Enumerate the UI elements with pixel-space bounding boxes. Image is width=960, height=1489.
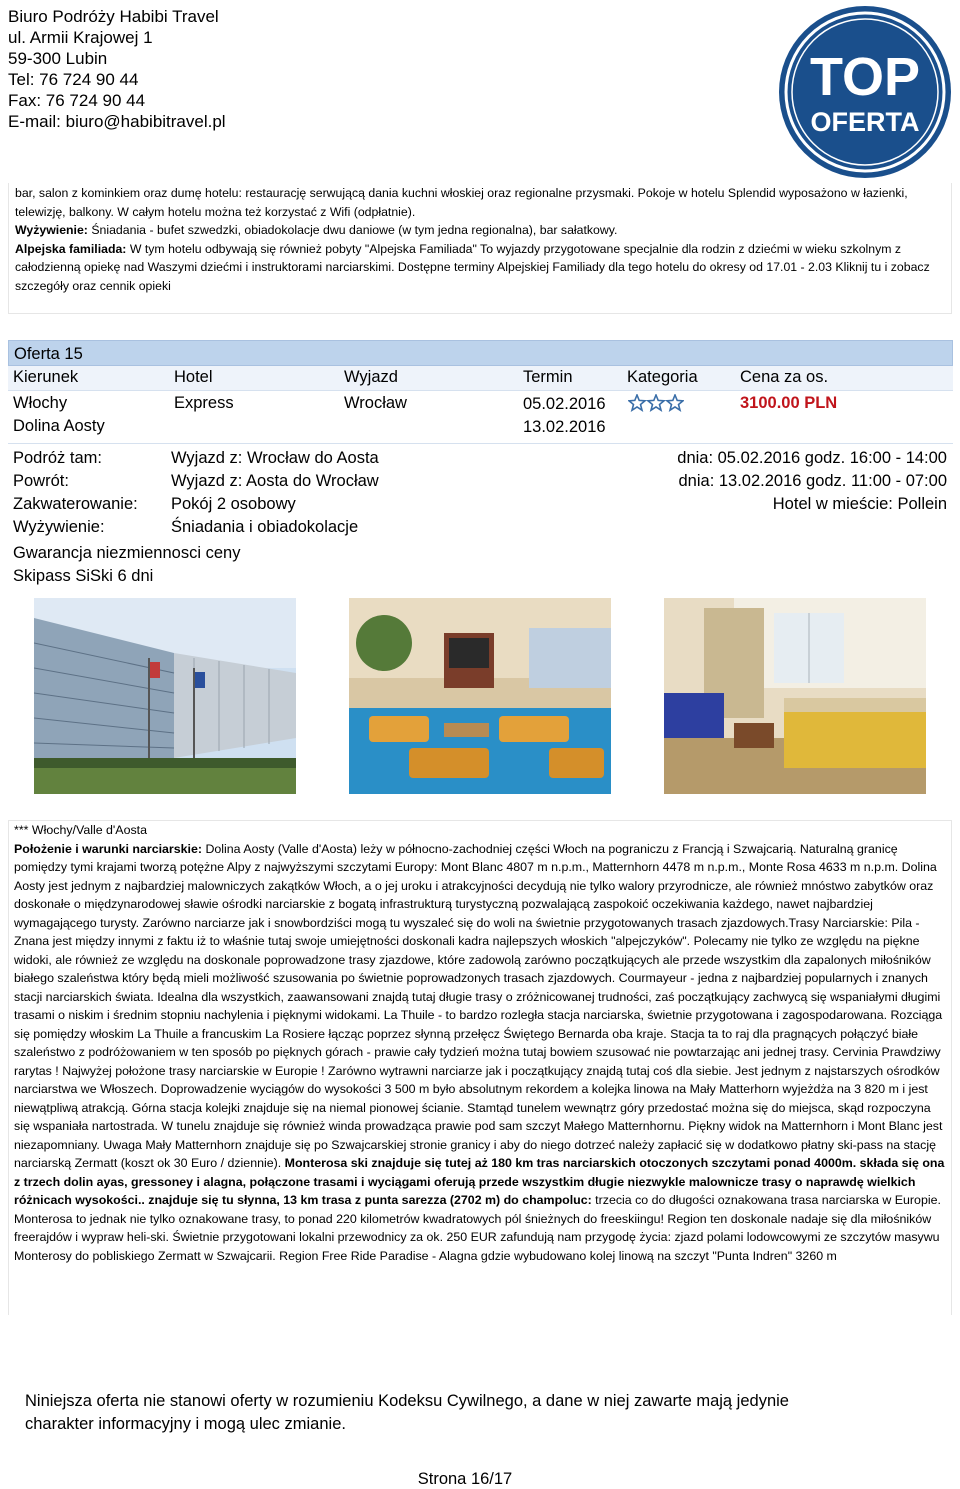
trip-there: Wyjazd z: Wrocław do Aosta — [171, 449, 379, 467]
star-icon — [667, 395, 683, 410]
col-departure: Wyjazd — [344, 368, 398, 386]
intro-family-text[interactable]: W tym hotelu odbywają się również pobyty "Alpejska Familiada" To wyjazdy przygotowane specjalnie dla rodzin z dziećmi w wieku szkolnym z całodzienną opiekę nad Waszymi dziećmi i instruktorami narciarskimi. Dostępne terminy Alpejskiej Familiady dla tego hotelu do okresy od 17.01 - 2.03 Kliknij tu i zobacz szczegóły oraz cennik opieki — [15, 241, 930, 293]
agency-fax: Fax: 76 724 90 44 — [8, 91, 146, 110]
star-icon — [648, 395, 664, 410]
intro-board — [15, 221, 945, 240]
intro-family — [15, 240, 945, 296]
hotel-photos — [0, 598, 960, 798]
offer-value-row — [8, 391, 953, 444]
description-heading: *** Włochy/Valle d'Aosta — [14, 823, 147, 837]
intro-board-label: Wyżywienie: — [15, 223, 88, 238]
board: Śniadania i obiadokolacje — [171, 518, 359, 536]
offer-header-row — [8, 366, 953, 391]
intro-board-text: Śniadania - bufet szwedzki, obiadokolacje dwu daniowe (w tym jedna regionalna), bar sałatkowy. — [87, 223, 618, 238]
offer-details — [8, 444, 953, 584]
price-guarantee: Gwarancja niezmiennosci ceny — [13, 544, 241, 562]
board-label: Wyżywienie: — [13, 518, 105, 536]
value-hotel: Express — [174, 394, 234, 412]
region-description — [8, 820, 952, 1315]
skipass: Skipass SiSki 6 dni — [13, 567, 154, 585]
value-departure: Wrocław — [344, 394, 407, 412]
hotel-exterior-photo — [34, 598, 296, 794]
accommodation: Pokój 2 osobowy — [171, 495, 296, 513]
hotel-location: Hotel w mieście: Pollein — [772, 495, 947, 513]
category-stars — [628, 394, 684, 412]
description-text-2: trzecia co do długości oznakowana trasa narciarska w Europie. Monterosa to jednak nie tylko oznakowane trasy, to ponad 220 kilometrów kwadratowych pól śnieżnych do freeskiingu! Region ten doskonale nadaje się dla miłośników freerajdów i wypraw heli-ski. Świetnie przygotowani lokalni przewodnicy za ok. 250 EUR zafundują nam przygodę życia: zjazd polami lodowcowymi ze szczytów masywu Monterosy do pobliskiego Zermatt w Szwajcarii. Region Free Ride Paradise - Alagna gdzie wybudowano kolej linową na szczyt "Punta Indren" 3260 m — [14, 1193, 941, 1263]
agency-tel: Tel: 76 724 90 44 — [8, 70, 139, 89]
value-date-to: 13.02.2016 — [523, 418, 606, 436]
col-category: Kategoria — [627, 368, 698, 386]
col-term: Termin — [523, 368, 573, 386]
description-body — [14, 840, 946, 1266]
value-region: Dolina Aosty — [13, 417, 105, 435]
offer-table — [8, 340, 953, 584]
top-oferta-badge — [776, 3, 954, 181]
description-text-1: Dolina Aosty (Valle d'Aosta) leży w północno-zachodniej części Włoch na pograniczu z Francją i Szwajcarią. Naturalną granicę pomiędzy tymi krajami tworzą potężne Alpy z najwyższymi szczytami Europy: Mont Blanc 4807 m n.p.m., Matternhorn 4478 m n.p.m., Monte Rosa 4633 m n.p.m. Dolina Aosty jest jednym z najbardziej malowniczych zakątków Włoch, a o jej uroku i atrakcyjności decydują nie tylko walory przyrodnicze, ale również mnóstwo zabytków oraz doskonałe o międzynarodowej sławie ośrodki narciarskie z bogatą infrastrukturą turystyczną pozwalającą zaspokoić oczekiwania każdego, nawet najbardziej wymagającego turysty. Zarówno narciarze jak i snowbordziści mogą tu wyszaleć się do woli na świetnie przygotowanych trasach zjazdowych.Trasy Narciarskie: Pila - Znana jest między innymi z faktu iż to właśnie tutaj swoje umiejętności doskonali kadra najlepszych włoskich "alpejczyków". Polecamy nie tylko ze względu na piękne widoki, ale również ze względu na doskonale poprowadzone trasy zjazdowe, które zadowolą zarówno początkujących ale przede wszystkim dla zapalonych miłośników białego szaleństwa który będą mieli możliwość szusowania po świetnie poprowadzonych trasach zjazdowych. Courmayeur - jedna z najbardziej popularnych i znanych stacji narciarskich świata. Idealna dla wszystkich, zaawansowani znajdą tutaj długie trasy o zróżnicowanej trudności, zaś początkujący zachwycą się wspaniałymi długimi trasami o niskim i średnim stopniu nachylenia i pięknymi widokami. La Thuile - to bardzo rozległa stacja narciarska, świetnie przygotowana i zagospodarowana. Rozciąga się pomiędzy włoskim La Thuile a francuskim La Rosiere łącząc poprzez słynną przełęcz Świętego Bernarda oba kraje. Stacja ta to raj dla pragnących połączyć białe szaleństwo z podróżowaniem w ten sposób po pięknych górach - prawie cały tydzień można tutaj bowiem szusować nie powtarzając ani jednej trasy. Cervinia Prawdziwy rarytas ! Najwyżej położone trasy narciarskie w Europie ! Zarówno wytrawni narciarze jak i początkujący znajdą tutaj coś dla siebie. Jest jednym z najstarszych ośrodków narciarstwa we Włoszech. Doprowadzenie wyciągów do wysokości 3 500 m było absolutnym rekordem a kolejka linowa na Mały Matterhorn wyjeżdża na 3 820 m i jest niewątpliwą atrakcją. Górna stacja kolejki znajduje się na niemal pionowej ścianie. Stamtąd tunelem wewnątrz góry przedostać można się do miejsca, skąd rozpoczyna się wspaniała nartostrada. W tunelu znajduje się również winda prowadząca prawie pod sam szczyt Małego Matternhornu. Piękny widok na Matternhorn i Mont Blanc jest niezapomniany. Uwaga Mały Matternhorn znajduje się po Szwajcarskiej stronie granicy i aby do niego dotrzeć należy zapłacić się w dodatkowo płatny ski-pass na stację narciarską Zermatt (koszt ok 30 Euro / dziennie). — [14, 841, 943, 1170]
badge-top: TOP — [809, 47, 921, 107]
col-price: Cena za os. — [740, 368, 829, 386]
return-label: Powrót: — [13, 472, 69, 490]
value-country: Włochy — [13, 394, 68, 412]
intro-paragraph: bar, salon z kominkiem oraz dumę hotelu: restaurację serwującą dania kuchni włoskiej oraz regionalne przysmaki. Pokoje w hotelu Splendid wyposażono w łazienki, telewizję, balkony. W całym hotelu można też korzystać z Wifi (odpłatnie). — [15, 186, 908, 219]
badge-oferta: OFERTA — [810, 107, 920, 137]
agency-city: 59-300 Lubin — [8, 49, 108, 68]
trip-there-date: dnia: 05.02.2016 godz. 16:00 - 14:00 — [677, 449, 947, 467]
legal-disclaimer: Niniejsza oferta nie stanowi oferty w rozumieniu Kodeksu Cywilnego, a dane w niej zawarte mają jedynie charakter informacyjny i mogą ulec zmianie. — [25, 1392, 789, 1433]
page-number: Strona 16/17 — [417, 1470, 513, 1488]
hotel-lobby-photo — [349, 598, 611, 794]
hotel-intro — [8, 183, 952, 314]
return-date: dnia: 13.02.2016 godz. 11:00 - 07:00 — [678, 472, 947, 490]
agency-contact — [8, 6, 226, 132]
value-date-from: 05.02.2016 — [523, 395, 606, 413]
offer-title: Oferta 15 — [8, 340, 953, 366]
intro-family-label: Alpejska familiada: — [15, 241, 127, 256]
value-price: 3100.00 PLN — [740, 394, 838, 412]
return-trip: Wyjazd z: Aosta do Wrocław — [171, 472, 379, 490]
accommodation-label: Zakwaterowanie: — [13, 495, 138, 513]
description-monterosa: Monterosa ski znajduje się tutej aż 180 km tras narciarskich otoczonych szczytami ponad 4000m. składa się ona z trzech dolin ayas, gressoney i alagna, połączone trasami i wyciągami oferują przede wszystkim długie niezwykle malownicze trasy o naprawdę wielkich różnicach wysokości.. znajduje się tu słynna, 13 km trasa z punta sarezza (2702 m) do champoluc: — [14, 1156, 945, 1207]
description-position-label: Położenie i warunki narciarskie: — [14, 841, 202, 856]
agency-name: Biuro Podróży Habibi Travel — [8, 7, 219, 26]
trip-there-label: Podróż tam: — [13, 449, 102, 467]
agency-street: ul. Armii Krajowej 1 — [8, 28, 153, 47]
col-direction: Kierunek — [13, 368, 79, 386]
agency-email: E-mail: biuro@habibitravel.pl — [8, 112, 226, 131]
col-hotel: Hotel — [174, 368, 213, 386]
hotel-room-photo — [664, 598, 926, 794]
star-icon — [629, 395, 645, 410]
